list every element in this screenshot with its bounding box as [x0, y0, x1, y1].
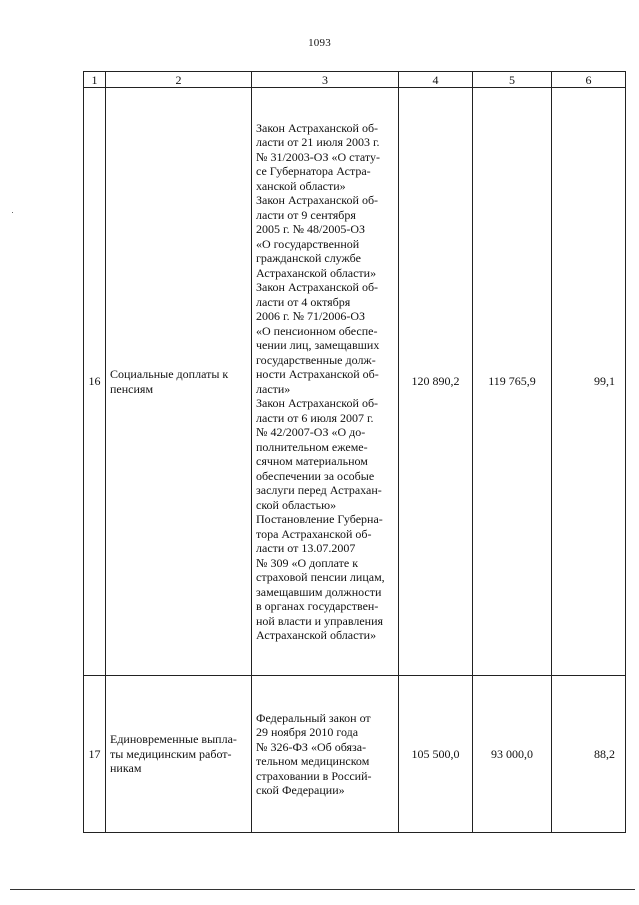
legal-basis-line: сячном материальном	[256, 454, 368, 468]
header-cell: 3	[252, 72, 399, 88]
legal-basis	[252, 88, 399, 676]
amount-col5: 93 000,0	[473, 676, 552, 833]
amount-col5: 119 765,9	[473, 88, 552, 676]
header-cell: 6	[552, 72, 626, 88]
legal-basis-line: ласти от 6 июля 2007 г.	[256, 410, 374, 425]
header-cell: 2	[106, 72, 252, 88]
expense-name-line: никам	[110, 761, 142, 776]
legal-basis-line: Закон Астраханской об-	[256, 120, 379, 135]
legal-basis-line: тора Астраханской об-	[256, 526, 372, 541]
legal-basis-line: замещавшим должности	[256, 584, 382, 599]
legal-basis-line: ности Астраханской об-	[256, 367, 379, 381]
amount-col4: 120 890,2	[399, 88, 473, 676]
expense-name-line: Единовременные выпла-	[110, 732, 237, 747]
legal-basis-line: 2005 г. № 48/2005-ОЗ	[256, 222, 366, 236]
legal-basis-line: обеспечении за особые	[256, 468, 375, 483]
legal-basis-line: заслуги перед Астрахан-	[256, 483, 382, 497]
header-cell: 4	[399, 72, 473, 88]
scan-bottom-edge	[10, 889, 635, 890]
legal-basis-line: ласти»	[256, 381, 291, 396]
legal-basis-line: тельном медицинском	[256, 754, 370, 768]
expense-name-line: Социальные доплаты к	[110, 367, 229, 381]
legal-basis-line: № 42/2007-ОЗ «О до-	[256, 425, 366, 439]
row-number: 16	[84, 88, 106, 676]
expense-name-line: ты медицинским работ-	[110, 746, 232, 761]
legal-basis-line: 29 ноября 2010 года	[256, 725, 359, 739]
legal-basis-line: ласти от 13.07.2007	[256, 541, 356, 555]
legal-basis-line: страховании в Россий-	[256, 768, 372, 783]
legal-basis-line: Постановление Губерна-	[256, 512, 383, 526]
legal-basis-line: чении лиц, замещавших	[256, 338, 380, 352]
legal-basis-line: ласти от 9 сентября	[256, 207, 356, 222]
percent-col6: 99,1	[552, 88, 626, 676]
legal-basis-line: Федеральный закон от	[256, 710, 371, 725]
legal-basis-line: № 31/2003-ОЗ «О стату-	[256, 149, 380, 164]
legal-basis-line: № 326-ФЗ «Об обяза-	[256, 739, 367, 754]
table-row	[84, 676, 626, 833]
amount-col4: 105 500,0	[399, 676, 473, 833]
legal-basis-line: в органах государствен-	[256, 599, 379, 613]
legal-basis-line: полнительном ежеме-	[256, 439, 368, 454]
expense-name	[106, 88, 252, 676]
legal-basis-line: Астраханской области»	[256, 628, 377, 642]
legal-basis-line: ской Федерации»	[256, 783, 345, 797]
legal-basis-line: ханской области»	[256, 178, 346, 193]
legal-basis-line: 2006 г. № 71/2006-ОЗ	[256, 309, 366, 323]
table-row	[84, 88, 626, 676]
scan-speck	[12, 212, 13, 213]
legal-basis-line: Закон Астраханской об-	[256, 280, 379, 294]
header-cell: 1	[84, 72, 106, 88]
legal-basis-line: страховой пенсии лицам,	[256, 570, 385, 584]
legal-basis-line: государственные долж-	[256, 352, 376, 367]
legal-basis-line: № 309 «О доплате к	[256, 555, 359, 570]
legal-basis-line: «О государственной	[256, 236, 360, 251]
legal-basis-line: Закон Астраханской об-	[256, 396, 379, 410]
legal-basis-line: ласти от 4 октября	[256, 294, 351, 309]
expense-name	[106, 676, 252, 833]
page-number: 1093	[308, 37, 331, 49]
legal-basis	[252, 676, 399, 833]
legal-basis-line: гражданской службе	[256, 251, 361, 265]
budget-table	[83, 71, 626, 833]
legal-basis-line: се Губернатора Астра-	[256, 164, 371, 178]
percent-col6: 88,2	[552, 676, 626, 833]
legal-basis-line: Закон Астраханской об-	[256, 193, 379, 207]
legal-basis-line: ской областью»	[256, 497, 337, 512]
legal-basis-line: «О пенсионном обеспе-	[256, 323, 378, 338]
header-cell: 5	[473, 72, 552, 88]
legal-basis-line: ласти от 21 июля 2003 г.	[256, 135, 380, 149]
table-header-row	[84, 72, 626, 88]
legal-basis-line: ной власти и управления	[256, 613, 384, 628]
row-number: 17	[84, 676, 106, 833]
expense-name-line: пенсиям	[110, 381, 154, 396]
legal-basis-line: Астраханской области»	[256, 265, 377, 280]
